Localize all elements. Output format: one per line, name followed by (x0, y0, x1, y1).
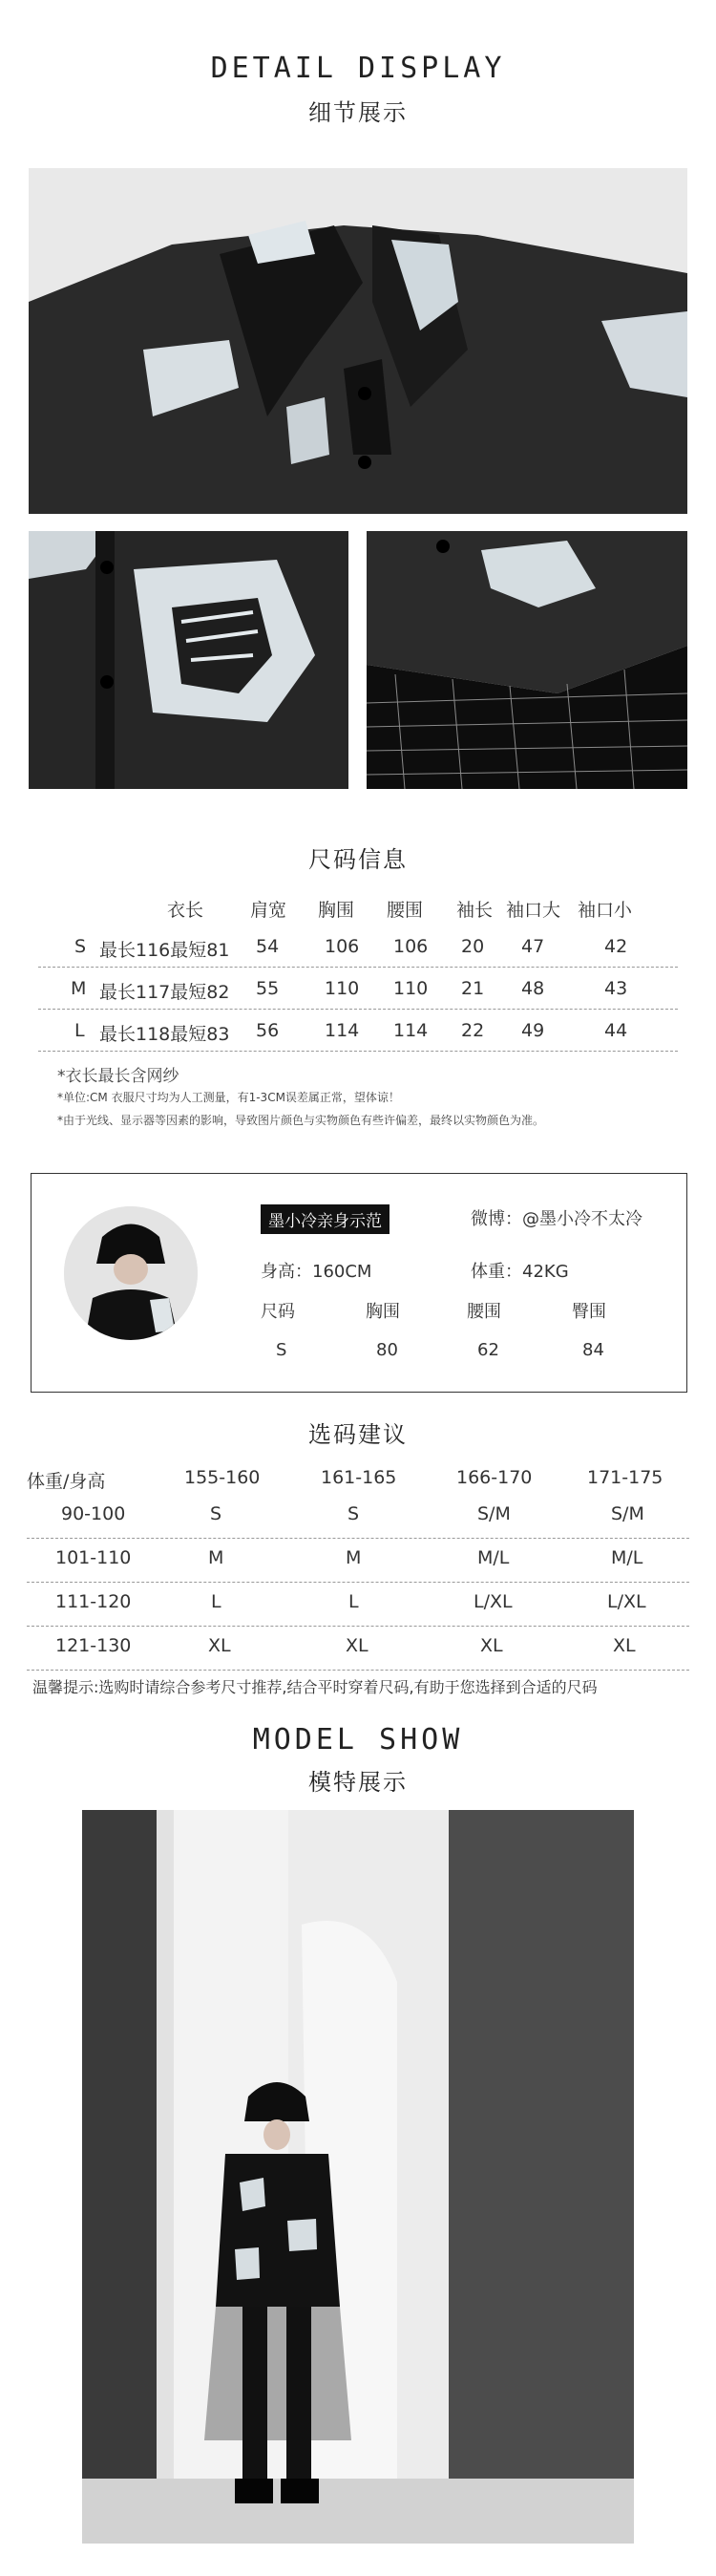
recommend-value: S/M (611, 1503, 644, 1524)
size-cuff-large: 49 (521, 1020, 545, 1041)
recommend-value: S (347, 1503, 360, 1524)
model-height: 身高：160CM (261, 1262, 372, 1282)
recommend-weight: 121-130 (55, 1635, 132, 1656)
recommend-row (27, 1628, 689, 1671)
size-waist: 110 (393, 978, 429, 999)
size-row-m (38, 970, 678, 1010)
recommend-value: L (211, 1591, 221, 1612)
size-header-sleeve: 袖长 (456, 900, 494, 921)
recommend-value: M (208, 1547, 224, 1568)
size-header-cuff-small: 袖口小 (578, 900, 633, 921)
model-measure-size: S (276, 1340, 287, 1360)
model-weight: 体重：42KG (471, 1262, 569, 1282)
recommend-value: L/XL (607, 1591, 646, 1612)
recommend-header-col2: 161-165 (321, 1467, 397, 1488)
size-row-l (38, 1012, 678, 1052)
size-shoulder: 54 (256, 936, 280, 957)
detail-title-cn: 细节展示 (308, 99, 408, 126)
model-weibo: 微博：@墨小冷不太冷 (471, 1209, 642, 1229)
recommend-header-weight-height: 体重/身高 (27, 1471, 106, 1492)
model-show-photo (82, 1810, 634, 2544)
recommend-value: S (210, 1503, 222, 1524)
model-measure-waist: 62 (477, 1340, 499, 1360)
recommend-header-col1: 155-160 (184, 1467, 261, 1488)
size-length: 最长118最短83 (99, 1024, 230, 1045)
detail-photo-print (29, 531, 348, 789)
model-name-badge: 墨小冷亲身示范 (261, 1204, 390, 1234)
size-row-s (38, 928, 678, 968)
recommend-value: XL (208, 1635, 231, 1656)
recommend-value: XL (346, 1635, 369, 1656)
recommend-value: XL (480, 1635, 503, 1656)
recommend-title: 选码建议 (308, 1421, 408, 1448)
model-info-card (31, 1173, 687, 1393)
size-chest: 110 (325, 978, 360, 999)
size-sleeve: 21 (461, 978, 485, 999)
size-cuff-large: 47 (521, 936, 545, 957)
recommend-weight: 90-100 (61, 1503, 126, 1524)
size-note-length: *衣长最长含网纱 (57, 1067, 179, 1086)
size-shoulder: 56 (256, 1020, 280, 1041)
size-table-header (38, 888, 678, 926)
recommend-row (27, 1540, 689, 1583)
model-measure-chest: 80 (376, 1340, 398, 1360)
detail-photo-mesh (367, 531, 687, 789)
size-waist: 114 (393, 1020, 429, 1041)
size-chest: 106 (325, 936, 360, 957)
recommend-value: L/XL (474, 1591, 513, 1612)
recommend-header-col3: 166-170 (456, 1467, 533, 1488)
recommend-weight: 101-110 (55, 1547, 132, 1568)
size-length: 最长116最短81 (99, 940, 230, 961)
size-length: 最长117最短82 (99, 982, 230, 1003)
recommend-value: M (346, 1547, 362, 1568)
size-label: L (74, 1020, 85, 1041)
size-header-waist: 腰围 (387, 900, 424, 921)
size-header-cuff-large: 袖口大 (506, 900, 561, 921)
model-measure-header-waist: 腰围 (467, 1302, 501, 1322)
size-cuff-small: 42 (604, 936, 628, 957)
size-cuff-small: 43 (604, 978, 628, 999)
size-label: M (71, 978, 87, 999)
model-measure-header-chest: 胸围 (366, 1302, 400, 1322)
size-chest: 114 (325, 1020, 360, 1041)
recommend-tip: 温馨提示:选购时请综合参考尺寸推荐,结合平时穿着尺码,有助于您选择到合适的尺码 (32, 1678, 598, 1696)
model-show-title-en: MODEL SHOW (252, 1723, 464, 1756)
size-header-length: 衣长 (167, 900, 204, 921)
model-measure-header-size: 尺码 (261, 1302, 295, 1322)
size-cuff-small: 44 (604, 1020, 628, 1041)
detail-title-en: DETAIL DISPLAY (210, 52, 506, 85)
recommend-value: L (348, 1591, 359, 1612)
model-show-title-cn: 模特展示 (308, 1769, 408, 1796)
recommend-weight: 111-120 (55, 1591, 132, 1612)
size-header-chest: 胸围 (318, 900, 355, 921)
model-measure-header-hip: 臀围 (572, 1302, 606, 1322)
recommend-value: XL (613, 1635, 636, 1656)
size-info-title: 尺码信息 (308, 846, 408, 873)
recommend-value: M/L (477, 1547, 510, 1568)
recommend-row (27, 1584, 689, 1627)
recommend-row (27, 1496, 689, 1539)
size-note-color: *由于光线、显示器等因素的影响，导致图片颜色与实物颜色有些许偏差，最终以实物颜色为准。 (57, 1114, 545, 1127)
size-waist: 106 (393, 936, 429, 957)
detail-photo-collar (29, 168, 687, 514)
model-avatar (64, 1206, 198, 1340)
recommend-value: M/L (611, 1547, 643, 1568)
size-note-measurement: *单位:CM 衣服尺寸均为人工测量，有1-3CM误差属正常，望体谅！ (57, 1091, 400, 1104)
size-shoulder: 55 (256, 978, 280, 999)
size-label: S (74, 936, 87, 957)
size-sleeve: 22 (461, 1020, 485, 1041)
recommend-value: S/M (477, 1503, 511, 1524)
size-cuff-large: 48 (521, 978, 545, 999)
model-measure-hip: 84 (582, 1340, 604, 1360)
size-sleeve: 20 (461, 936, 485, 957)
size-header-shoulder: 肩宽 (250, 900, 287, 921)
recommend-header-col4: 171-175 (587, 1467, 663, 1488)
